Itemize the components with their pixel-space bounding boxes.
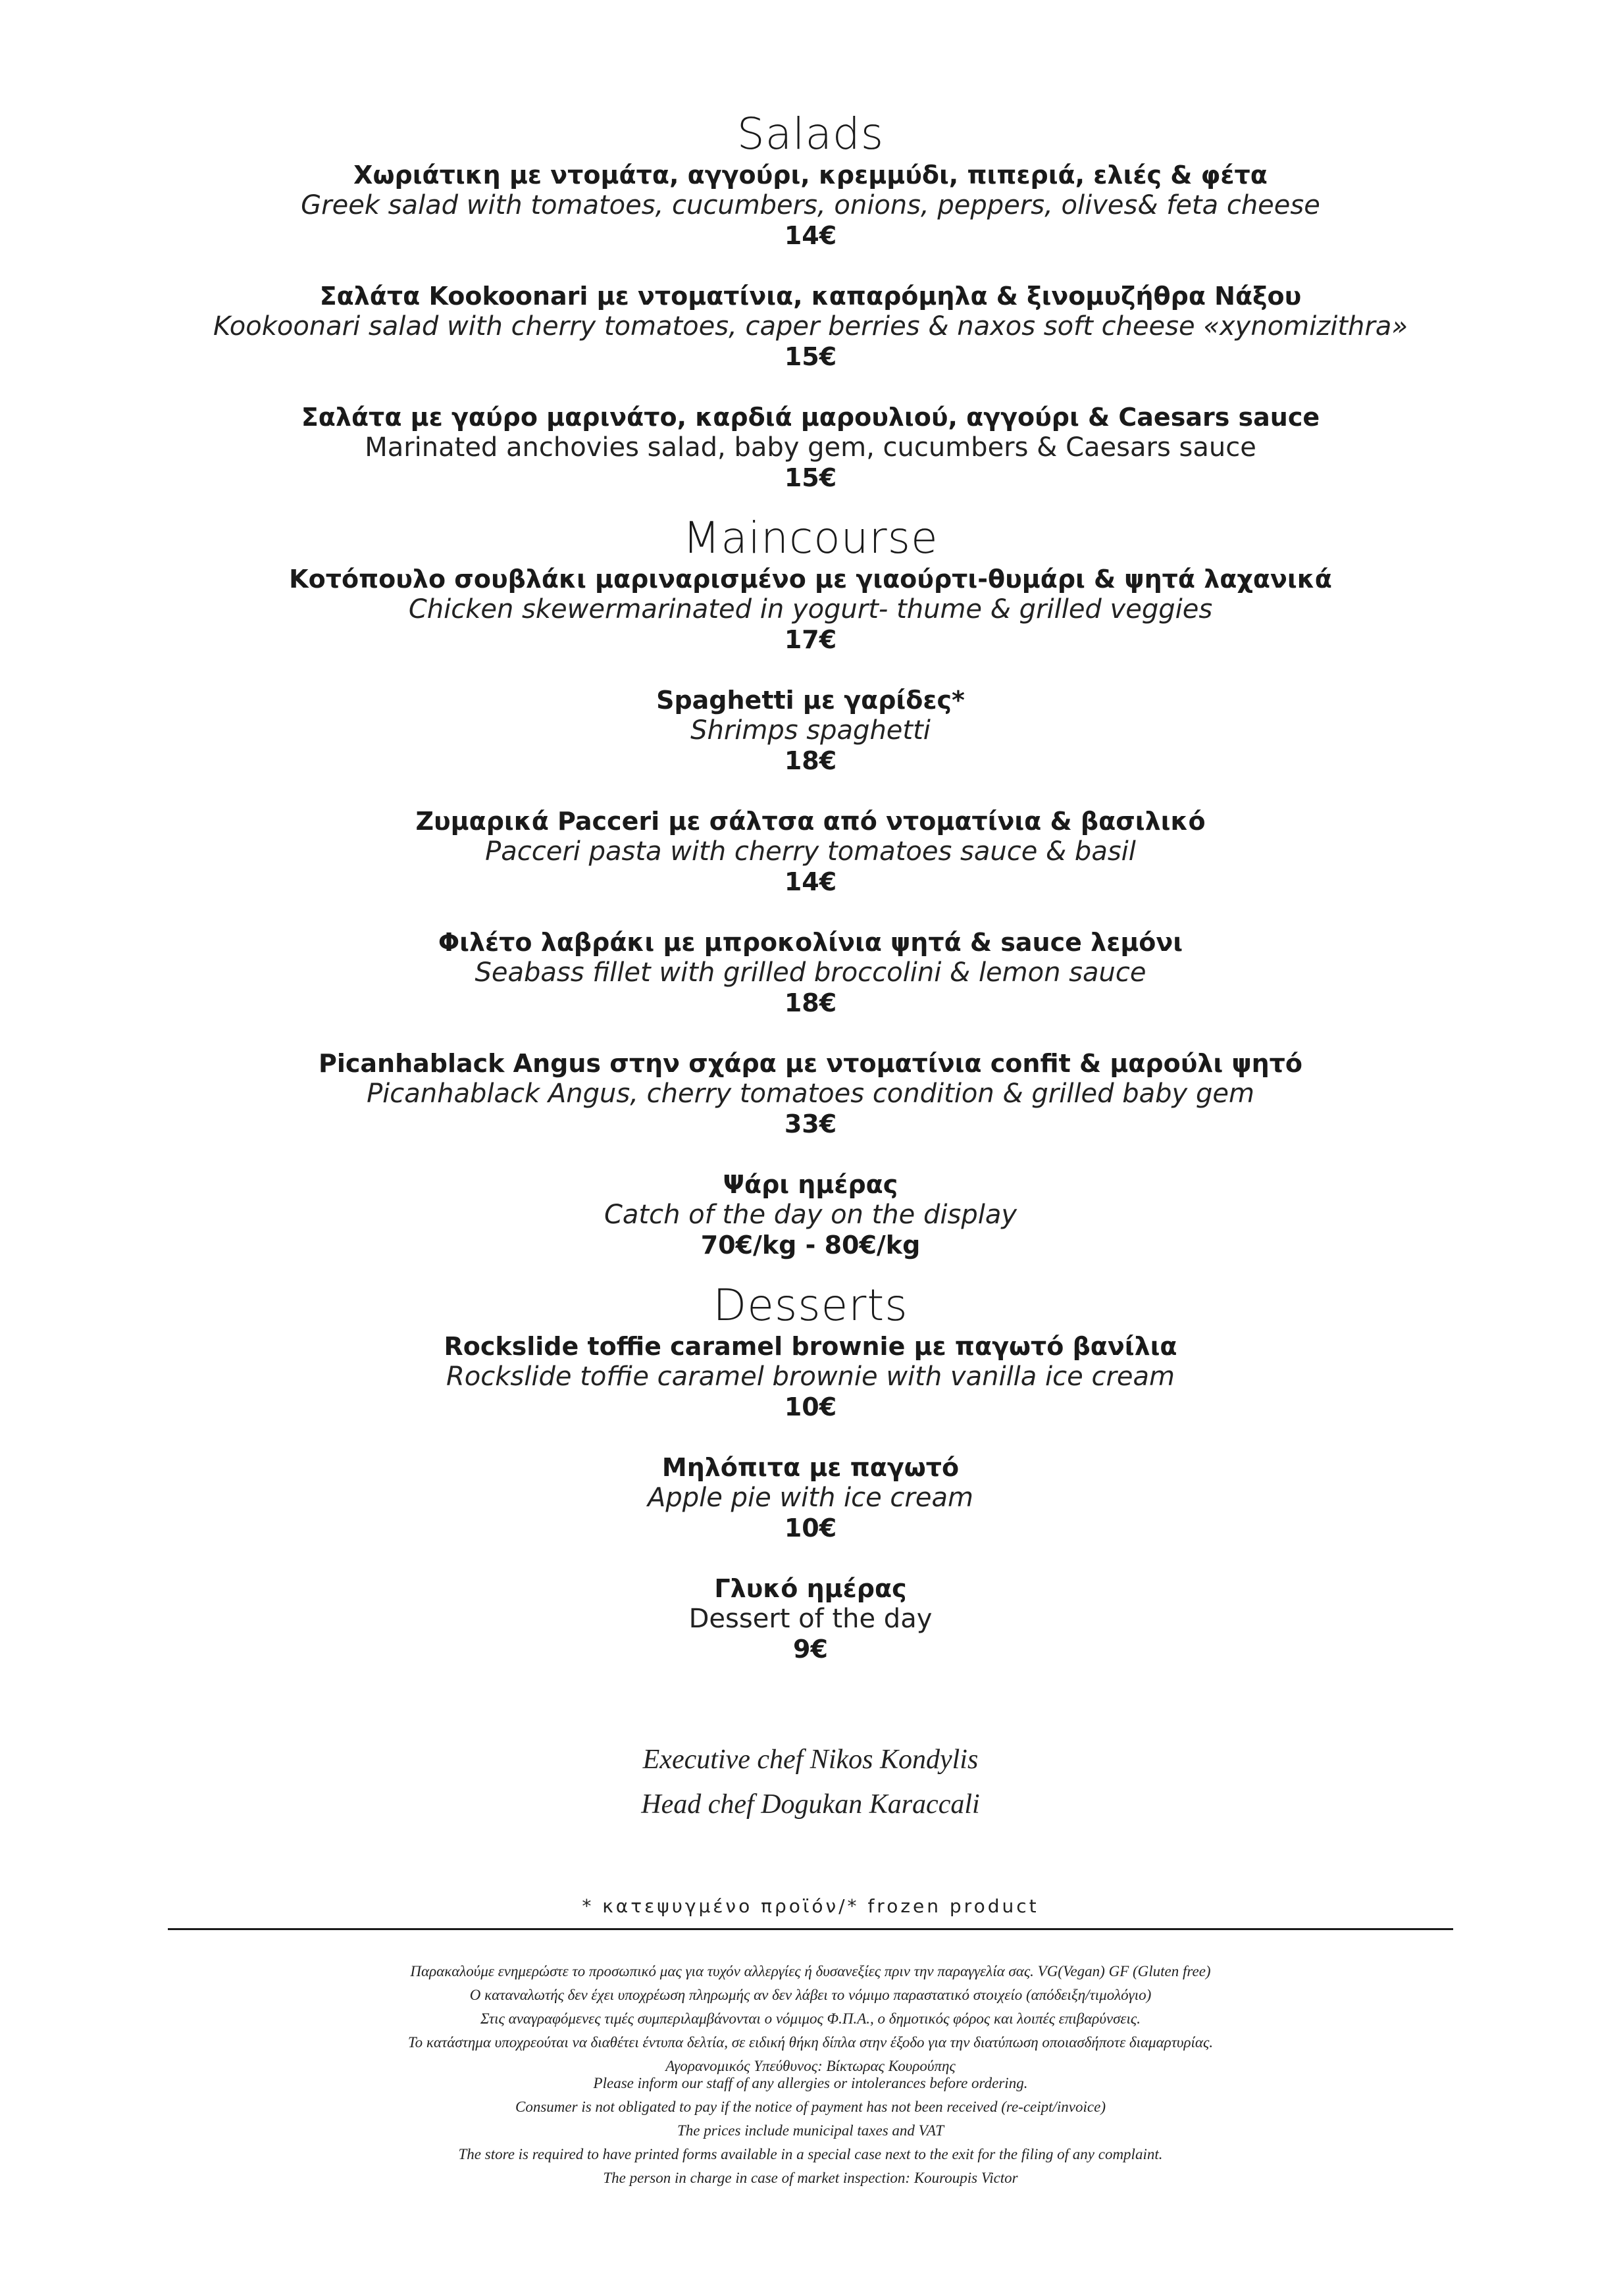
dish-name-greek: Κοτόπουλο σουβλάκι μαριναρισμένο με γιαούρτι-θυμάρι & ψητά λαχανικά — [289, 565, 1332, 594]
executive-chef: Executive chef Nikos Kondylis — [642, 1745, 979, 1775]
dish-price: 9€ — [793, 1635, 828, 1664]
dish-name-greek: Picanhablack Angus στην σχάρα με ντοματίνια confit & μαρούλι ψητό — [318, 1049, 1303, 1078]
menu-item — [0, 1048, 1621, 1139]
section-salads — [0, 109, 1621, 493]
dish-name-english: Chicken skewermarinated in yogurt- thume & grilled veggies — [408, 594, 1213, 625]
dish-name-english: Shrimps spaghetti — [690, 715, 931, 746]
dish-name-greek: Σαλάτα Kookoonari με ντοματίνια, καπαρόμηλα & ξινομυζήθρα Νάξου — [319, 282, 1302, 311]
legal-line: Ο καταναλωτής δεν έχει υποχρέωση πληρωμής αν δεν λάβει το νόμιμο παραστατικό στοιχείο (απόδειξη/τιμολόγιο) — [469, 1987, 1152, 2003]
dish-name-english: Catch of the day on the display — [604, 1200, 1017, 1230]
legal-line: Αγορανομικός Υπεύθυνος: Βίκτωρας Κουρούπης — [665, 2058, 956, 2074]
menu-item — [0, 160, 1621, 251]
legal-line: The prices include municipal taxes and VAT — [677, 2122, 944, 2139]
dish-name-english: Dessert of the day — [688, 1604, 933, 1634]
section-desserts — [0, 1280, 1621, 1664]
dish-name-greek: Spaghetti με γαρίδες* — [656, 686, 965, 715]
section-title: Salads — [736, 109, 885, 159]
menu-item — [0, 927, 1621, 1018]
dish-name-english: Kookoonari salad with cherry tomatoes, caper berries & naxos soft cheese «xynomizithra» — [213, 311, 1408, 342]
section-title: Desserts — [713, 1280, 908, 1331]
menu-item — [0, 402, 1621, 493]
dish-price: 10€ — [784, 1392, 837, 1421]
dish-price: 18€ — [784, 746, 837, 775]
dish-price: 10€ — [784, 1514, 837, 1543]
legal-line: Στις αναγραφόμενες τιμές συμπεριλαμβάνονται ο νόμιμος Φ.Π.Α., ο δημοτικός φόρος και λοιπές επιβαρύνσεις. — [480, 2010, 1141, 2027]
legal-line: The person in charge in case of market inspection: Kouroupis Victor — [603, 2170, 1018, 2186]
legal-line: The store is required to have printed forms available in a special case next to the exit for the filing of any complaint. — [458, 2146, 1163, 2162]
menu-item — [0, 281, 1621, 372]
dish-name-english: Pacceri pasta with cherry tomatoes sauce & basil — [485, 836, 1136, 867]
dish-name-greek: Φιλέτο λαβράκι με μπροκολίνια ψητά & sauce λεμόνι — [438, 928, 1183, 957]
menu-item — [0, 1452, 1621, 1543]
dish-name-greek: Σαλάτα με γαύρο μαρινάτο, καρδιά μαρουλιού, αγγούρι & Caesars sauce — [301, 403, 1320, 432]
legal-line: Please inform our staff of any allergies or intolerances before ordering. — [593, 2075, 1028, 2091]
dish-name-greek: Γλυκό ημέρας — [714, 1574, 907, 1603]
head-chef: Head chef Dogukan Karaccali — [641, 1789, 980, 1820]
chef-credits — [0, 1737, 1621, 1827]
legal-line: Consumer is not obligated to pay if the notice of payment has not been received (re-ceipt/invoice) — [515, 2099, 1106, 2115]
dish-price: 14€ — [784, 867, 837, 896]
dish-price: 15€ — [784, 463, 837, 492]
menu — [0, 109, 1621, 1684]
dish-name-greek: Ψάρι ημέρας — [723, 1170, 898, 1199]
section-title: Maincourse — [682, 513, 939, 563]
divider — [168, 1928, 1453, 1930]
legal-line: Παρακαλούμε ενημερώστε το προσωπικό μας για τυχόν αλλεργίες ή δυσανεξίες πριν την παραγγελία σας. VG(Vegan) GF (Gluten free) — [410, 1963, 1211, 1979]
menu-item — [0, 1573, 1621, 1664]
dish-name-greek: Μηλόπιτα με παγωτό — [661, 1453, 960, 1482]
dish-price: 15€ — [784, 342, 837, 371]
menu-item — [0, 564, 1621, 655]
menu-item — [0, 1331, 1621, 1422]
dish-price: 70€/kg - 80€/kg — [700, 1231, 921, 1260]
dish-price: 18€ — [784, 988, 837, 1017]
frozen-product-note: * κατεψυγμένο προϊόν/* frozen product — [582, 1895, 1039, 1917]
dish-name-greek: Rockslide toffie caramel brownie με παγωτό βανίλια — [444, 1332, 1177, 1361]
dish-name-english: Rockslide toffie caramel brownie with vanilla ice cream — [446, 1362, 1175, 1392]
dish-name-english: Seabass fillet with grilled broccolini & lemon sauce — [475, 957, 1146, 988]
menu-item — [0, 806, 1621, 897]
dish-price: 14€ — [784, 221, 837, 250]
dish-name-english: Picanhablack Angus, cherry tomatoes condition & grilled baby gem — [367, 1079, 1254, 1109]
menu-item — [0, 1169, 1621, 1260]
dish-name-english: Marinated anchovies salad, baby gem, cucumbers & Caesars sauce — [365, 432, 1256, 463]
legal-notice-greek — [0, 1960, 1621, 2078]
dish-name-english: Apple pie with ice cream — [648, 1483, 973, 1513]
dish-price: 33€ — [784, 1110, 837, 1138]
dish-name-greek: Ζυμαρικά Pacceri με σάλτσα από ντοματίνια & βασιλικό — [415, 807, 1206, 836]
legal-notice-english — [0, 2072, 1621, 2190]
dish-price: 17€ — [784, 625, 837, 654]
legal-line: Το κατάστημα υποχρεούται να διαθέτει έντυπα δελτία, σε ειδική θήκη δίπλα στην έξοδο για την διατύπωση οποιασδήποτε διαμαρτυρίας. — [407, 2034, 1214, 2051]
dish-name-greek: Χωριάτικη με ντομάτα, αγγούρι, κρεμμύδι, πιπεριά, ελιές & φέτα — [353, 161, 1268, 190]
section-maincourse — [0, 513, 1621, 1260]
dish-name-english: Greek salad with tomatoes, cucumbers, onions, peppers, olives& feta cheese — [301, 190, 1320, 220]
menu-item — [0, 685, 1621, 776]
